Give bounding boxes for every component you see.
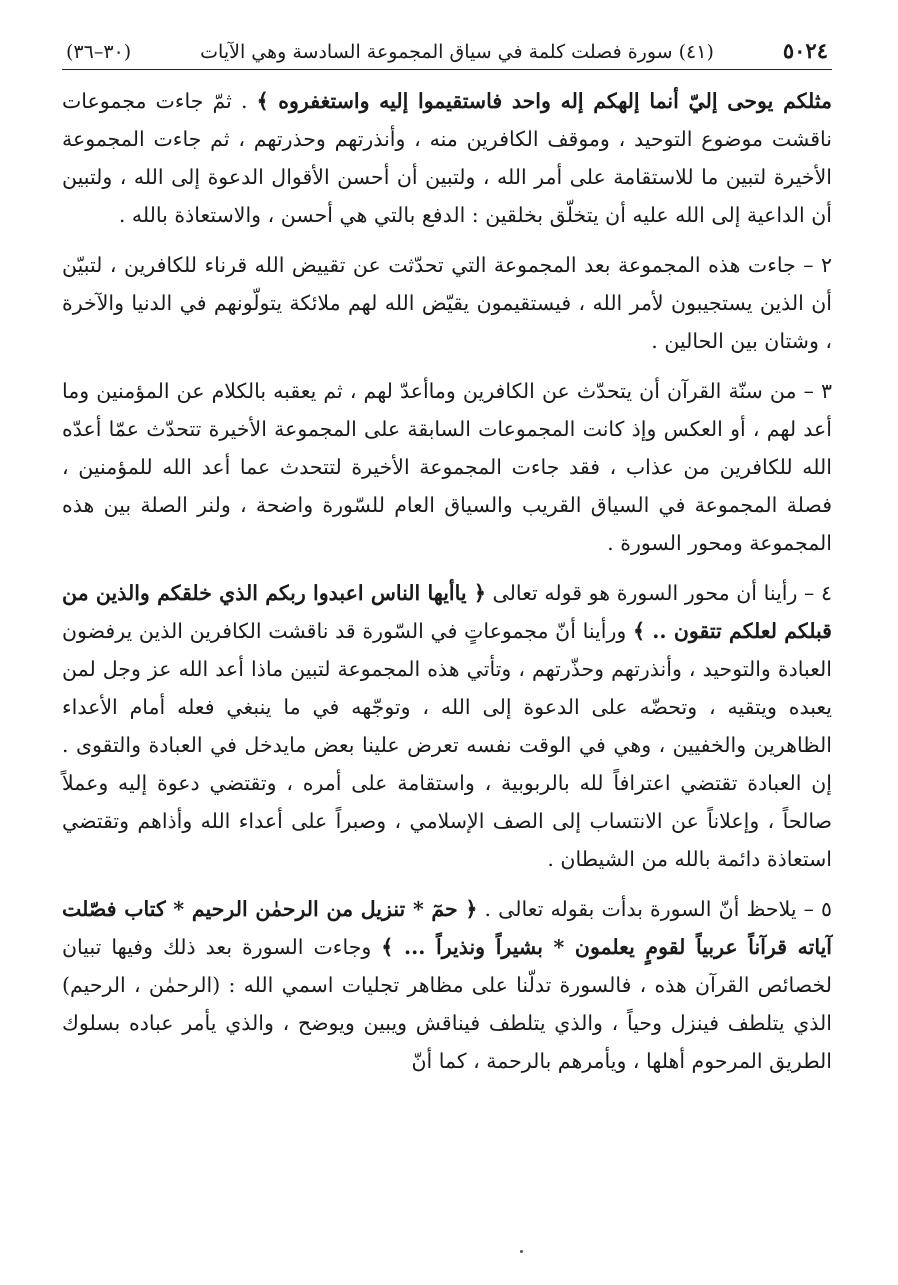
paragraph-text: ٢ – جاءت هذه المجموعة بعد المجموعة التي تحدّثت عن تقييض الله قرناء للكافرين ، لتبيّن أن الذين يستجيبون لأمر الله ، فيستقيمون يقيّض الله لهم ملائكة يتولّونهم في الدنيا والآخرة ، وشتان بين الحالين . [62,253,832,353]
paragraph-text: ورأينا أنّ مجموعاتٍ في السّورة قد ناقشت الكافرين الذين يرفضون العبادة والتوحيد ، وأنذرتهم وحذّرتهم ، وتأتي هذه المجموعة لتبين ماذا أعد الله عز وجل لمن يعبده ويتقيه ، وتحضّه على الدعوة إلى الله ، وتوجّهه في ما ينبغي فعله أمام الأعداء الظاهرين والخفيين ، وهي في الوقت نفسه تعرض علينا بعض مايدخل في العبادة والتقوى . إن العبادة تقتضي اعترافاً لله بالربوبية ، واستقامة على أمره ، وتقتضي دعوة إليه وعملاً صالحاً ، وإعلاناً عن الانتساب إلى الصف الإسلامي ، وصبراً على أعداء الله وأذاهم وتقتضي استعاذة دائمة بالله من الشيطان . [62,619,832,871]
paragraph-5 [62,890,832,1080]
running-header [62,38,832,70]
paragraph-text: ٤ – رأينا أن محور السورة هو قوله تعالى [485,581,832,605]
quran-quote: ﴿ ياأيها الناس اعبدوا ربكم الذي خلقكم والذين من قبلكم لعلكم تتقون .. ﴾ [62,581,832,643]
paragraph-2 [62,246,832,360]
paragraph-text: . ثمّ جاءت مجموعات ناقشت موضوع التوحيد ، وموقف الكافرين منه ، وأنذرتهم وحذرتهم ، ثم جاءت المجموعة الأخيرة لتبين ما للاستقامة على أمر الله ، ولتبين أن أحسن الأقوال الدعوة إلى الله ، ولتبين أن الداعية إلى الله عليه أن يتخلّق بخلقين : الدفع بالتي هي أحسن ، والاستعاذة بالله . [62,89,832,227]
ink-dot [520,1250,523,1253]
quran-quote: ﴿ حمٓ * تنزيل من الرحمٰن الرحيم * كتاب فصّلت آياته قرآناً عربياً لقومٍ يعلمون * بشيراً ونذيراً ... ﴾ [62,897,833,959]
paragraph-1 [62,82,832,234]
paragraph-text: ٣ – من سنّة القرآن أن يتحدّث عن الكافرين وماأعدّ لهم ، ثم يعقبه بالكلام عن المؤمنين وما أعد لهم ، أو العكس وإذ كانت المجموعات السابقة على المجموعة الأخيرة تتحدّث عمّا أعدّه الله للكافرين من عذاب ، فقد جاءت المجموعة الأخيرة لتتحدث عما أعد الله للمؤمنين ، فصلة المجموعة في السياق القريب والسياق العام للسّورة واضحة ، ولنر الصلة بين هذه المجموعة ومحور السورة . [62,379,832,555]
header-title: (٤١) سورة فصلت كلمة في سياق المجموعة السادسة وهي الآيات [200,41,714,63]
book-page [62,38,832,1092]
paragraph-4 [62,574,832,878]
page-number: ٥٠٢٤ [782,38,828,63]
paragraph-text: ٥ – يلاحظ أنّ السورة بدأت بقوله تعالى . [477,897,833,921]
header-verse-range: (٣٠–٣٦) [66,41,132,63]
quran-quote: مثلكم يوحى إليّ أنما إلهكم إله واحد فاستقيموا إليه واستغفروه ﴾ [256,89,832,113]
paragraph-text: وجاءت السورة بعد ذلك وفيها تبيان لخصائص القرآن هذه ، فالسورة تدلّنا على مظاهر تجليات اسمي الله : (الرحمٰن ، الرحيم) الذي يتلطف فينزل وحياً ، والذي يتلطف فيناقش ويبين ويوضح ، والذي يأمر عباده بسلوك الطريق المرحوم أهلها ، ويأمرهم بالرحمة ، كما أنّ [62,935,832,1073]
paragraph-3 [62,372,832,562]
